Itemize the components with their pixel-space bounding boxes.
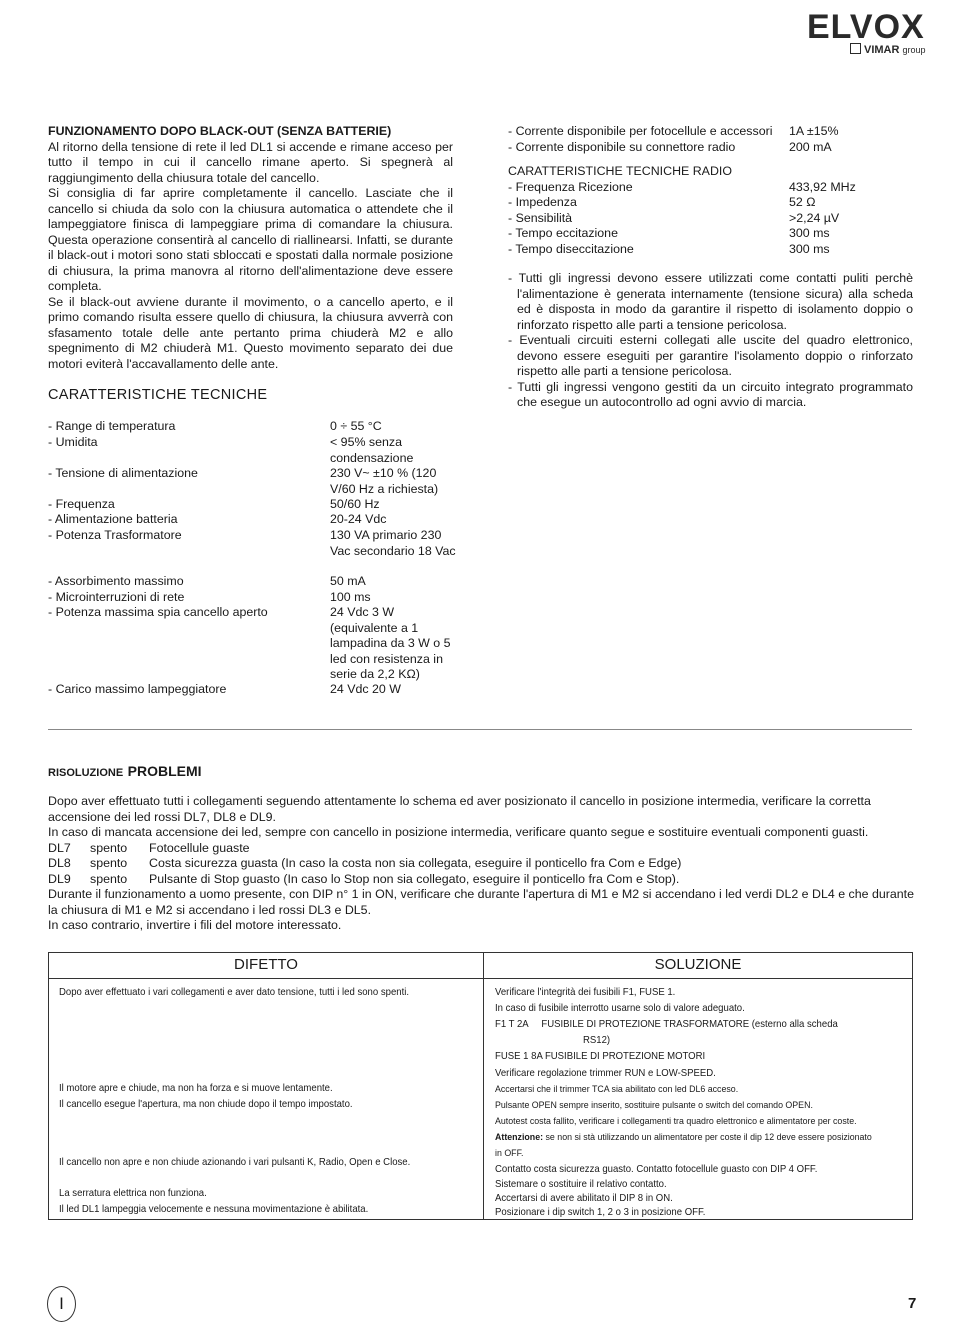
table-divider xyxy=(483,953,484,1219)
ris-paragraph: Dopo aver effettuato tutti i collegamenti seguendo attentamente lo schema ed aver posizionato il cancello in posizione intermedia, verificare la corretta accensione dei led rossi DL7, DL8 e DL9. xyxy=(48,794,871,824)
solution-cell: Pulsante OPEN sempre inserito, sostituire pulsante o switch del comando OPEN. xyxy=(495,1100,813,1111)
spec-key: - Assorbimento massimo xyxy=(48,574,184,588)
spec-value: 24 Vdc 20 W xyxy=(330,682,401,696)
spec-key: - Frequenza xyxy=(48,497,115,511)
specs-title: CARATTERISTICHE TECNICHE xyxy=(48,387,268,403)
spec-value: 130 VA primario 230 Vac secondario 18 Vac xyxy=(330,528,456,558)
radio-value: 300 ms xyxy=(789,226,830,240)
radio-value: 300 ms xyxy=(789,241,830,256)
spec-key: - Tensione di alimentazione xyxy=(48,466,198,480)
defect-cell: Il led DL1 lampeggia velocemente e nessuna movimentazione è abilitata. xyxy=(59,1204,369,1215)
current-label: - Corrente disponibile su connettore radio xyxy=(508,139,736,154)
spec-value: 0 ÷ 55 °C xyxy=(330,419,382,433)
vimar-icon xyxy=(850,43,861,54)
spec-key: - Potenza Trasformatore xyxy=(48,528,182,542)
current-label: - Corrente disponibile per fotocellule e accessori xyxy=(508,124,773,138)
led-id: DL9 xyxy=(48,871,71,886)
solution-cell xyxy=(495,1130,872,1146)
defect-cell: Il cancello non apre e non chiude azionando i vari pulsanti K, Radio, Open e Close. xyxy=(59,1157,411,1168)
solution-cell: Accertarsi che il trimmer TCA sia abilitato con led DL6 acceso. xyxy=(495,1084,739,1095)
header-defect: DIFETTO xyxy=(234,956,298,973)
ris-paragraph: In caso contrario, invertire i fili del motore interessato. xyxy=(48,918,342,932)
blackout-heading: FUNZIONAMENTO DOPO BLACK-OUT (SENZA BATTERIE) xyxy=(48,124,392,138)
table-header-line xyxy=(49,978,912,979)
spec-key: - Alimentazione batteria xyxy=(48,512,178,526)
brand-logo: ELVOX xyxy=(807,8,925,46)
led-row xyxy=(48,872,914,888)
defect-cell: Dopo aver effettuato i vari collegamenti e aver dato tensione, tutti i led sono spenti. xyxy=(59,987,410,998)
solution-cell: FUSE 1 8A FUSIBILE DI PROTEZIONE MOTORI xyxy=(495,1051,706,1062)
current-row xyxy=(508,140,913,156)
solution-cell: Contatto costa sicurezza guasto. Contatto fotocellule guasto con DIP 4 OFF. xyxy=(495,1164,818,1175)
solution-cell: in OFF. xyxy=(495,1148,524,1159)
radio-label: - Tempo diseccitazione xyxy=(508,241,634,256)
radio-specs-title: CARATTERISTICHE TECNICHE RADIO xyxy=(508,164,732,178)
blackout-paragraph-2: Si consiglia di far aprire completamente il cancello. Lasciate che il cancello si chiuda da solo con la chiusura automatica o attendete che il lampeggiatore finisca di lampeggiare prima di comandare la chiusura. Questa operazione consentirà al cancello di riallinearsi. Infatti, se durante il black-out i motori sono stati sbloccati e spostati dalla normale posizione di chiusura, la prima manovra al ritorno dell'alimentazione deve essere completa. xyxy=(48,186,453,293)
led-cause: Fotocellule guaste xyxy=(149,840,250,855)
spec-value: < 95% senza condensazione xyxy=(330,435,414,465)
section-divider xyxy=(48,729,912,730)
spec-key: - Umidita xyxy=(48,435,98,449)
group-prefix: VIMAR xyxy=(864,44,900,56)
attention-text: se non si stà utilizzando un alimentatore per coste il dip 12 deve essere posizionato xyxy=(543,1132,872,1143)
radio-value: 433,92 MHz xyxy=(789,179,856,194)
radio-value: >2,24 µV xyxy=(789,210,840,225)
solution-cell: Autotest costa fallito, verificare i collegamenti tra quadro elettronico e alimentatore per coste. xyxy=(495,1116,857,1127)
radio-row xyxy=(508,211,913,227)
note-bullet: - Tutti gli ingressi devono essere utilizzati come contatti puliti perchè l'alimentazione è generata internamente (tensione sicura) alla scheda ed è disposta in modo da garantire il rispetto di isolamento doppio o rinforzato rispetto alle parti a tensione pericolosa. xyxy=(508,271,913,332)
spec-value: 50/60 Hz xyxy=(330,497,380,511)
current-value: 1A ±15% xyxy=(789,124,839,138)
current-value: 200 mA xyxy=(789,139,832,154)
current-row xyxy=(508,124,913,140)
radio-row xyxy=(508,195,913,211)
led-id: DL7 xyxy=(48,840,71,855)
spec-value: 100 ms xyxy=(330,590,371,604)
ris-paragraph: Durante il funzionamento a uomo presente, con DIP n° 1 in ON, verificare che durante l'apertura di M1 e M2 si accendano i led verdi DL2 e DL4 e che durante la chiusura di M1 e M2 si accendano i led rossi DL3 e DL5. xyxy=(48,887,914,917)
solution-cell: Verificare regolazione trimmer RUN e LOW-SPEED. xyxy=(495,1068,716,1079)
solution-cell: In caso di fusibile interrotto usarne solo di valore adeguato. xyxy=(495,1003,745,1014)
language-badge: I xyxy=(47,1286,76,1322)
spec-value: 50 mA xyxy=(330,574,366,588)
title-part-2: PROBLEMI xyxy=(127,763,202,779)
solution-cell: Sistemare o sostituire il relativo contatto. xyxy=(495,1179,667,1190)
radio-label: - Frequenza Ricezione xyxy=(508,179,633,194)
troubleshooting-table xyxy=(48,952,913,1220)
solution-cell: RS12) xyxy=(583,1035,611,1046)
led-row xyxy=(48,841,914,857)
blackout-paragraph-1: Al ritorno della tensione di rete il led DL1 si accende e rimane acceso per tutto il tempo in cui il cancello rimane aperto. Si spegnerà al raggiungimento della chiusura totale del cancello. xyxy=(48,139,453,185)
spec-value: 230 V~ ±10 % (120 V/60 Hz a richiesta) xyxy=(330,466,439,496)
note-bullet: - Tutti gli ingressi vengono gestiti da un circuito integrato programmato che esegue un autocontrollo ad ogni avvio di marcia. xyxy=(508,379,913,409)
spec-value: 20-24 Vdc xyxy=(330,512,387,526)
led-state: spento xyxy=(90,856,128,870)
defect-cell: La serratura elettrica non funziona. xyxy=(59,1188,207,1199)
radio-row xyxy=(508,242,913,258)
solution-cell: Verificare l'integrità dei fusibili F1, FUSE 1. xyxy=(495,987,676,998)
ris-paragraph: In caso di mancata accensione dei led, sempre con cancello in posizione intermedia, verificare quanto segue e sostituire eventuali componenti guasti. xyxy=(48,825,869,839)
note-bullet: - Eventuali circuiti esterni collegati alle uscite del quadro elettronico, devono essere eseguiti per garantire l'isolamento doppio o rinforzato rispetto alle parti a tensione pericolosa. xyxy=(508,333,913,378)
group-suffix: group xyxy=(902,45,926,55)
right-column xyxy=(508,124,913,411)
header-solution: SOLUZIONE xyxy=(654,956,742,973)
led-cause: Pulsante di Stop guasto (In caso lo Stop non sia collegato, eseguire il ponticello fra Com e Stop). xyxy=(149,871,680,886)
troubleshooting-title xyxy=(48,763,202,781)
title-part-1: RISOLUZIONE xyxy=(48,767,124,779)
radio-label: - Tempo eccitazione xyxy=(508,226,618,240)
spec-value: 24 Vdc 3 W (equivalente a 1 lampadina da 3 W o 5 led con resistenza in serie da 2,2 KΩ) xyxy=(330,605,451,681)
led-row xyxy=(48,856,914,872)
spec-key: - Potenza massima spia cancello aperto xyxy=(48,605,268,619)
blackout-paragraph-3: Se il black-out avviene durante il movimento, o a cancello aperto, e il primo comando risulta essere quello di chiusura, la chiusura avverrà con sfasamento totale delle ante pertanto prima chiuderà M2 e allo spegnimento di M2 chiuderà M1. Questo movimento separato dei due motori eviterà l'accavallamento delle ante. xyxy=(48,294,453,371)
spec-key: - Carico massimo lampeggiatore xyxy=(48,682,227,696)
spec-key: - Range di temperatura xyxy=(48,419,176,433)
led-state: spento xyxy=(90,840,128,855)
radio-row xyxy=(508,226,913,242)
solution-cell: Posizionare i dip switch 1, 2 o 3 in posizione OFF. xyxy=(495,1207,706,1218)
blackout-section xyxy=(48,124,453,372)
group-logo xyxy=(850,43,926,56)
radio-label: - Sensibilità xyxy=(508,210,573,225)
radio-value: 52 Ω xyxy=(789,195,816,209)
led-cause: Costa sicurezza guasta (In caso la costa non sia collegata, eseguire il ponticello fra Com e Edge) xyxy=(149,856,682,870)
spec-key: - Microinterruzioni di rete xyxy=(48,590,185,604)
led-state: spento xyxy=(90,871,128,886)
page-number: 7 xyxy=(908,1295,917,1312)
radio-row xyxy=(508,180,913,196)
led-id: DL8 xyxy=(48,856,71,870)
solution-cell: Accertarsi di avere abilitato il DIP 8 in ON. xyxy=(495,1193,673,1204)
radio-label: - Impedenza xyxy=(508,195,577,209)
defect-cell: Il cancello esegue l'apertura, ma non chiude dopo il tempo impostato. xyxy=(59,1099,353,1110)
solution-cell: F1 T 2A FUSIBILE DI PROTEZIONE TRASFORMATORE (esterno alla scheda xyxy=(495,1019,838,1030)
defect-cell: Il motore apre e chiude, ma non ha forza e si muove lentamente. xyxy=(59,1083,333,1094)
troubleshooting-text xyxy=(48,794,914,934)
attention-label: Attenzione: xyxy=(495,1132,544,1143)
